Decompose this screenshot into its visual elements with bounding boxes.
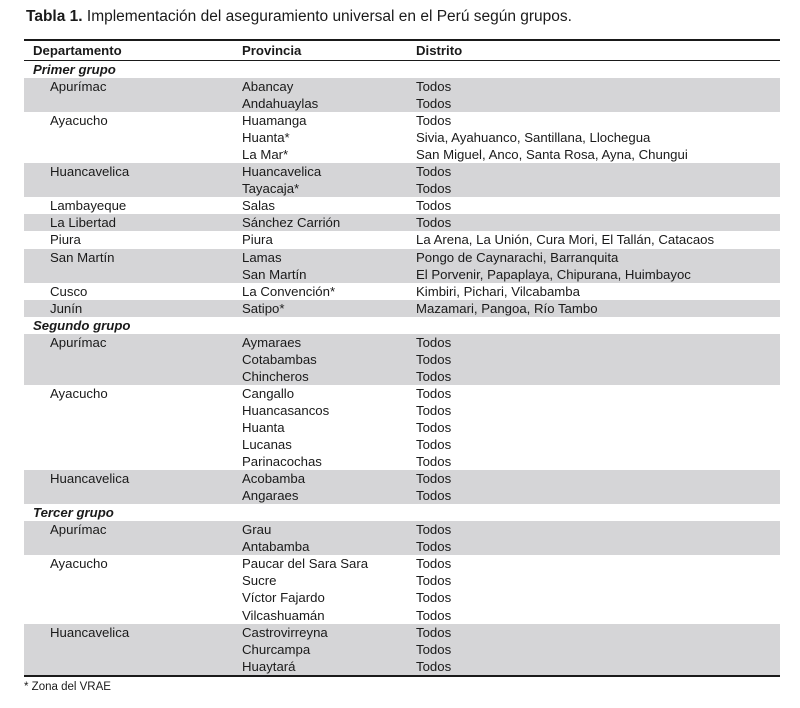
header-departamento: Departamento <box>33 43 122 58</box>
cell-distrito: Todos <box>416 539 452 555</box>
cell-departamento <box>24 607 242 624</box>
cell-distrito: Kimbiri, Pichari, Vilcabamba <box>416 283 580 299</box>
table-row <box>24 214 780 231</box>
cell-departamento: Apurímac <box>50 79 107 95</box>
table-row <box>24 231 780 248</box>
cell-departamento <box>24 641 242 658</box>
table-row <box>24 470 780 487</box>
cell-provincia: Acobamba <box>242 471 306 487</box>
footnote: * Zona del VRAE <box>24 681 111 693</box>
cell-distrito: Sivia, Ayahuanco, Santillana, Llochegua <box>416 130 651 146</box>
table-row <box>24 607 780 624</box>
cell-departamento: Junín <box>50 300 83 316</box>
group-title: Tercer grupo <box>33 505 114 521</box>
table-row <box>24 555 780 572</box>
cell-distrito: Todos <box>416 471 452 487</box>
cell-departamento: Ayacucho <box>50 556 108 572</box>
cell-departamento <box>24 589 242 606</box>
cell-departamento <box>24 487 242 504</box>
table-row <box>24 300 780 317</box>
cell-provincia: Cangallo <box>242 385 295 401</box>
cell-departamento: Huancavelica <box>50 624 130 640</box>
cell-provincia: Huanta <box>242 419 285 435</box>
cell-distrito: San Miguel, Anco, Santa Rosa, Ayna, Chungui <box>416 147 688 163</box>
cell-provincia: Huancasancos <box>242 402 330 418</box>
cell-departamento <box>24 146 242 163</box>
table-row <box>24 334 780 351</box>
table-body <box>24 61 780 675</box>
cell-provincia: Abancay <box>242 79 294 95</box>
cell-provincia: Andahuaylas <box>242 96 319 112</box>
header-distrito: Distrito <box>416 43 463 58</box>
cell-provincia: Aymaraes <box>242 334 302 350</box>
cell-distrito: Todos <box>416 351 452 367</box>
cell-distrito: El Porvenir, Papaplaya, Chipurana, Huimbayoc <box>416 266 691 282</box>
cell-departamento <box>24 402 242 419</box>
cell-departamento <box>24 419 242 436</box>
cell-distrito: Todos <box>416 368 452 384</box>
table-row <box>24 351 780 368</box>
table-row <box>24 641 780 658</box>
cell-distrito: Todos <box>416 164 452 180</box>
cell-provincia: Sucre <box>242 573 277 589</box>
cell-provincia: Satipo* <box>242 300 285 316</box>
cell-provincia: Castrovirreyna <box>242 624 328 640</box>
table-row <box>24 249 780 266</box>
cell-provincia: Antabamba <box>242 539 310 555</box>
table-row <box>24 385 780 402</box>
cell-departamento <box>24 266 242 283</box>
group-title: Primer grupo <box>33 62 116 77</box>
group-title: Segundo grupo <box>33 317 131 333</box>
cell-departamento: San Martín <box>50 249 115 265</box>
table-row <box>24 624 780 641</box>
cell-provincia: Paucar del Sara Sara <box>242 556 369 572</box>
cell-provincia: Huaytará <box>242 658 296 674</box>
cell-distrito: Todos <box>416 215 452 231</box>
cell-distrito: Todos <box>416 590 452 606</box>
table-row <box>24 95 780 112</box>
table-row <box>24 146 780 163</box>
table-row <box>24 266 780 283</box>
cell-departamento: Cusco <box>50 283 88 299</box>
cell-distrito: Todos <box>416 522 452 538</box>
table-row <box>24 78 780 95</box>
cell-provincia: Parinacochas <box>242 454 322 470</box>
cell-departamento <box>24 538 242 555</box>
cell-distrito: Todos <box>416 79 452 95</box>
cell-provincia: La Mar* <box>242 147 289 163</box>
table-row <box>24 402 780 419</box>
cell-provincia: Huamanga <box>242 113 307 129</box>
cell-distrito: Todos <box>416 181 452 197</box>
cell-distrito: Todos <box>416 573 452 589</box>
cell-provincia: Salas <box>242 198 275 214</box>
table-row <box>24 368 780 385</box>
table-row <box>24 453 780 470</box>
cell-distrito: La Arena, La Unión, Cura Mori, El Tallán, Catacaos <box>416 232 715 248</box>
cell-distrito: Todos <box>416 334 452 350</box>
cell-departamento: Ayacucho <box>50 385 108 401</box>
cell-distrito: Todos <box>416 607 452 623</box>
cell-provincia: Cotabambas <box>242 351 317 367</box>
cell-distrito: Todos <box>416 454 452 470</box>
table-row <box>24 487 780 504</box>
cell-provincia: Tayacaja* <box>242 181 300 197</box>
cell-departamento: Apurímac <box>50 522 107 538</box>
cell-distrito: Todos <box>416 624 452 640</box>
table-caption <box>26 8 572 26</box>
cell-provincia: San Martín <box>242 266 307 282</box>
cell-departamento <box>24 572 242 589</box>
cell-provincia: La Convención* <box>242 283 336 299</box>
cell-distrito: Todos <box>416 658 452 674</box>
cell-provincia: Lucanas <box>242 437 292 453</box>
cell-provincia: Grau <box>242 522 272 538</box>
table-row <box>24 538 780 555</box>
cell-provincia: Huanta* <box>242 130 290 146</box>
table-row <box>24 112 780 129</box>
cell-distrito: Todos <box>416 641 452 657</box>
header-provincia: Provincia <box>242 43 302 58</box>
cell-departamento: Huancavelica <box>50 471 130 487</box>
cell-provincia: Víctor Fajardo <box>242 590 325 606</box>
insurance-table <box>24 39 780 677</box>
cell-provincia: Huancavelica <box>242 164 322 180</box>
cell-distrito: Todos <box>416 419 452 435</box>
group-header <box>24 317 780 334</box>
cell-distrito: Pongo de Caynarachi, Barranquita <box>416 249 619 265</box>
cell-provincia: Piura <box>242 232 273 248</box>
cell-provincia: Angaraes <box>242 488 299 504</box>
caption-label: Tabla 1. <box>26 8 83 25</box>
table-row <box>24 283 780 300</box>
table-row <box>24 419 780 436</box>
cell-departamento: Apurímac <box>50 334 107 350</box>
table-row <box>24 180 780 197</box>
cell-distrito: Todos <box>416 113 452 129</box>
cell-distrito: Todos <box>416 198 452 214</box>
cell-provincia: Sánchez Carrión <box>242 215 341 231</box>
table-row <box>24 436 780 453</box>
cell-distrito: Todos <box>416 556 452 572</box>
cell-distrito: Mazamari, Pangoa, Río Tambo <box>416 300 598 316</box>
cell-departamento <box>24 658 242 675</box>
cell-departamento: Piura <box>50 232 81 248</box>
cell-departamento <box>24 453 242 470</box>
cell-provincia: Chincheros <box>242 368 309 384</box>
cell-departamento: Lambayeque <box>50 198 127 214</box>
group-header <box>24 61 780 78</box>
cell-distrito: Todos <box>416 437 452 453</box>
caption-text: Implementación del aseguramiento universal en el Perú según grupos. <box>82 8 572 25</box>
cell-departamento <box>24 180 242 197</box>
cell-departamento <box>24 436 242 453</box>
cell-departamento <box>24 95 242 112</box>
table-header <box>24 41 780 61</box>
table-row <box>24 129 780 146</box>
cell-departamento <box>24 129 242 146</box>
cell-distrito: Todos <box>416 96 452 112</box>
table-row <box>24 521 780 538</box>
cell-departamento <box>24 351 242 368</box>
table-row <box>24 572 780 589</box>
cell-departamento <box>24 368 242 385</box>
table-row <box>24 589 780 606</box>
table-row <box>24 658 780 675</box>
cell-departamento: Ayacucho <box>50 113 108 129</box>
table-row <box>24 197 780 214</box>
cell-provincia: Lamas <box>242 249 282 265</box>
table-row <box>24 163 780 180</box>
group-header <box>24 504 780 521</box>
cell-provincia: Vilcashuamán <box>242 607 325 623</box>
cell-distrito: Todos <box>416 385 452 401</box>
cell-provincia: Churcampa <box>242 641 311 657</box>
cell-departamento: Huancavelica <box>50 164 130 180</box>
cell-distrito: Todos <box>416 488 452 504</box>
cell-distrito: Todos <box>416 402 452 418</box>
cell-departamento: La Libertad <box>50 215 116 231</box>
